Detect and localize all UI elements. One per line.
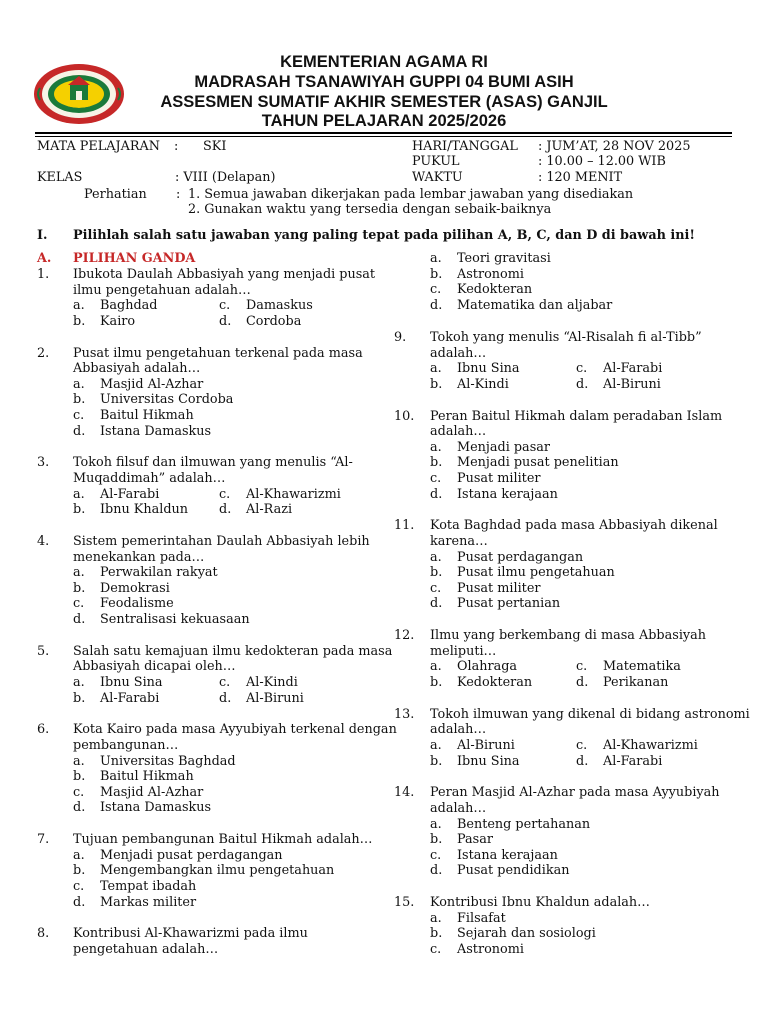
option-letter: c. — [576, 738, 588, 753]
question-number: 4. — [37, 534, 50, 549]
option-letter: b. — [73, 769, 86, 785]
question-text: meliputi… — [430, 643, 497, 659]
option-letter: a. — [430, 361, 442, 377]
option-letter: a. — [430, 910, 442, 926]
option-text: Al-Khawarizmi — [246, 486, 341, 502]
header-line-1: KEMENTERIAN AGAMA RI — [280, 53, 488, 71]
option-letter: c. — [219, 675, 231, 690]
question-text: Peran Baitul Hikmah dalam peradaban Islam — [430, 408, 723, 424]
option-letter: c. — [219, 298, 231, 314]
option-letter: a. — [73, 486, 85, 502]
option-letter: b. — [430, 675, 443, 690]
question-text: pengetahuan adalah… — [73, 942, 219, 957]
option-letter: c. — [430, 471, 442, 486]
header-line-3: ASSESMEN SUMATIF AKHIR SEMESTER (ASAS) GANJIL — [160, 93, 608, 111]
subsection-title: PILIHAN GANDA — [73, 251, 196, 266]
option-text: Markas militer — [100, 894, 197, 910]
duration-value: : 120 MENIT — [538, 170, 623, 185]
day-label: HARI/TANGGAL — [412, 139, 518, 154]
question-number: 9. — [394, 330, 407, 345]
option-letter: d. — [430, 297, 443, 313]
option-letter: d. — [73, 894, 86, 910]
question-number: 11. — [394, 518, 415, 534]
subject-label: MATA PELAJARAN — [37, 139, 160, 154]
option-text: Istana Damaskus — [100, 800, 212, 816]
option-letter: c. — [73, 879, 85, 894]
option-text: Menjadi pusat penelitian — [457, 455, 619, 471]
option-text: Al-Biruni — [246, 690, 304, 706]
option-letter: c. — [430, 942, 442, 957]
option-text: Al-Farabi — [603, 753, 663, 769]
option-text: Feodalisme — [100, 596, 174, 612]
option-text: Ibnu Khaldun — [100, 502, 188, 518]
question-number: 3. — [37, 455, 50, 471]
option-text: Tempat ibadah — [100, 879, 197, 894]
option-text: Baghdad — [100, 298, 158, 314]
question-number: 8. — [37, 926, 50, 942]
option-text: Al-Farabi — [100, 690, 160, 706]
option-letter: c. — [73, 596, 85, 612]
option-letter: a. — [73, 298, 85, 314]
question-number: 12. — [394, 628, 415, 644]
option-letter: b. — [73, 502, 86, 518]
question-text: Ilmu yang berkembang di masa Abbasiyah — [430, 628, 707, 644]
question-text: Kota Kairo pada masa Ayyubiyah terkenal dengan — [73, 722, 397, 738]
option-text: Pusat ilmu pengetahuan — [457, 565, 615, 581]
option-letter: d. — [73, 612, 86, 627]
option-text: Demokrasi — [100, 580, 170, 596]
notice-label: Perhatian — [84, 187, 147, 202]
option-text: Pusat pertanian — [457, 596, 561, 612]
option-text: Al-Biruni — [457, 738, 515, 753]
question-text: Tokoh yang menulis “Al-Risalah fi al-Tibb” — [430, 330, 702, 345]
option-letter: c. — [430, 847, 442, 863]
option-text: Al-Farabi — [100, 486, 160, 502]
time-value: : 10.00 – 12.00 WIB — [538, 154, 666, 169]
option-text: Ibnu Sina — [457, 753, 520, 769]
option-text: Sejarah dan sosiologi — [457, 926, 596, 942]
option-text: Kairo — [100, 313, 136, 329]
class-label: KELAS — [37, 170, 83, 185]
option-text: Pusat perdagangan — [457, 549, 584, 565]
option-text: Damaskus — [246, 298, 313, 314]
option-letter: c. — [430, 282, 442, 298]
question-text: Abbasiyah dicapai oleh… — [73, 659, 236, 675]
option-text: Pusat pendidikan — [457, 863, 570, 879]
question-number: 7. — [37, 832, 50, 848]
question-text: Abbasiyah adalah… — [73, 361, 201, 377]
question-text: ilmu pengetahuan adalah… — [73, 282, 251, 298]
question-number: 1. — [37, 267, 50, 282]
class-value: : VIII (Delapan) — [175, 170, 276, 185]
option-letter: c. — [430, 580, 442, 596]
question-text: Peran Masjid Al-Azhar pada masa Ayyubiyah — [430, 785, 720, 801]
option-text: Cordoba — [246, 313, 302, 329]
section-number: I. — [37, 228, 48, 243]
option-letter: a. — [430, 738, 442, 753]
question-text: Pusat ilmu pengetahuan terkenal pada masa — [73, 345, 363, 361]
option-letter: a. — [430, 816, 442, 832]
question-number: 6. — [37, 722, 50, 738]
option-text: Kedokteran — [457, 675, 533, 690]
option-text: Masjid Al-Azhar — [100, 784, 204, 800]
option-letter: a. — [73, 565, 85, 581]
question-number: 14. — [394, 785, 415, 801]
option-text: Baitul Hikmah — [100, 769, 194, 785]
option-letter: b. — [430, 376, 443, 392]
subsection-letter: A. — [37, 251, 52, 266]
option-text: Al-Kindi — [457, 376, 509, 392]
duration-label: WAKTU — [412, 170, 463, 185]
question-text: menekankan pada… — [73, 549, 205, 565]
question-number: 15. — [394, 895, 415, 911]
question-number: 13. — [394, 706, 415, 722]
option-letter: d. — [576, 675, 589, 690]
option-letter: d. — [219, 690, 232, 706]
option-text: Pusat militer — [457, 580, 541, 596]
option-letter: a. — [73, 675, 85, 690]
option-text: Matematika — [603, 659, 681, 675]
option-letter: c. — [219, 486, 231, 502]
option-letter: b. — [73, 690, 86, 706]
notice-item-1: 1. Semua jawaban dikerjakan pada lembar jawaban yang disediakan — [188, 187, 634, 202]
option-letter: b. — [430, 753, 443, 769]
question-text: Ibukota Daulah Abbasiyah yang menjadi pusat — [73, 267, 376, 282]
option-text: Al-Farabi — [603, 361, 663, 377]
option-letter: d. — [576, 753, 589, 769]
question-text: karena… — [430, 534, 488, 549]
option-letter: a. — [430, 659, 442, 675]
option-letter: a. — [430, 251, 442, 266]
option-text: Perwakilan rakyat — [100, 565, 218, 581]
option-text: Ibnu Sina — [457, 361, 520, 377]
school-emblem-icon — [32, 62, 126, 126]
option-text: Al-Razi — [246, 502, 293, 518]
option-letter: b. — [430, 455, 443, 471]
option-letter: a. — [430, 549, 442, 565]
notice-item-2: 2. Gunakan waktu yang tersedia dengan sebaik-baiknya — [188, 202, 552, 217]
option-letter: b. — [73, 863, 86, 879]
option-text: Kedokteran — [457, 282, 533, 298]
option-text: Universitas Cordoba — [100, 392, 234, 408]
header-rule-thin — [35, 136, 732, 137]
question-text: Tujuan pembangunan Baitul Hikmah adalah… — [73, 832, 373, 848]
option-text: Mengembangkan ilmu pengetahuan — [100, 863, 335, 879]
header-line-4: TAHUN PELAJARAN 2025/2026 — [261, 112, 507, 130]
option-letter: d. — [73, 423, 86, 439]
question-text: adalah… — [430, 345, 487, 361]
option-text: Istana kerajaan — [457, 847, 558, 863]
option-text: Filsafat — [457, 910, 506, 926]
option-text: Pasar — [457, 832, 493, 848]
option-letter: a. — [430, 439, 442, 455]
header-line-2: MADRASAH TSANAWIYAH GUPPI 04 BUMI ASIH — [194, 73, 574, 91]
option-letter: b. — [73, 392, 86, 408]
option-letter: b. — [430, 926, 443, 942]
option-letter: c. — [576, 361, 588, 377]
header-double-rule — [35, 132, 732, 134]
option-text: Matematika dan aljabar — [457, 297, 613, 313]
option-text: Astronomi — [457, 942, 524, 957]
option-letter: d. — [73, 800, 86, 816]
option-letter: d. — [430, 863, 443, 879]
question-text: Kota Baghdad pada masa Abbasiyah dikenal — [430, 518, 718, 534]
option-letter: b. — [430, 832, 443, 848]
option-text: Masjid Al-Azhar — [100, 376, 204, 392]
option-letter: c. — [576, 659, 588, 675]
option-text: Ibnu Sina — [100, 675, 163, 690]
option-text: Teori gravitasi — [457, 251, 551, 266]
option-letter: b. — [73, 313, 86, 329]
option-text: Baitul Hikmah — [100, 408, 194, 423]
question-text: pembangunan… — [73, 738, 179, 753]
option-letter: b. — [73, 580, 86, 596]
question-text: Tokoh filsuf dan ilmuwan yang menulis “Al- — [73, 455, 353, 471]
option-text: Benteng pertahanan — [457, 816, 591, 832]
option-text: Menjadi pusat perdagangan — [100, 847, 283, 863]
option-letter: d. — [219, 313, 232, 329]
option-text: Istana Damaskus — [100, 423, 212, 439]
option-text: Istana kerajaan — [457, 486, 558, 502]
option-text: Olahraga — [457, 659, 518, 675]
option-letter: d. — [219, 502, 232, 518]
question-text: adalah… — [430, 424, 487, 440]
option-text: Universitas Baghdad — [100, 753, 236, 769]
option-letter: b. — [430, 266, 443, 282]
option-text: Al-Kindi — [246, 675, 298, 690]
day-value: : JUM’AT, 28 NOV 2025 — [538, 139, 691, 154]
option-text: Astronomi — [457, 266, 524, 282]
question-number: 5. — [37, 643, 50, 659]
notice-separator: : — [176, 187, 181, 202]
option-text: Menjadi pasar — [457, 439, 551, 455]
question-text: Kontribusi Ibnu Khaldun adalah… — [430, 895, 650, 911]
question-number: 2. — [37, 345, 50, 361]
option-letter: c. — [73, 784, 85, 800]
question-text: adalah… — [430, 722, 487, 738]
option-letter: a. — [73, 376, 85, 392]
option-letter: a. — [73, 753, 85, 769]
subject-value: SKI — [203, 139, 227, 154]
question-text: Sistem pemerintahan Daulah Abbasiyah lebih — [73, 534, 370, 549]
question-text: Kontribusi Al-Khawarizmi pada ilmu — [73, 926, 308, 942]
time-label: PUKUL — [412, 154, 460, 169]
section-instruction: Pilihlah salah satu jawaban yang paling tepat pada pilihan A, B, C, dan D di bawah ini! — [73, 228, 696, 243]
option-text: Al-Biruni — [603, 376, 661, 392]
option-letter: d. — [576, 376, 589, 392]
question-text: Tokoh ilmuwan yang dikenal di bidang astronomi — [430, 706, 750, 722]
option-text: Sentralisasi kekuasaan — [100, 612, 250, 627]
option-letter: b. — [430, 565, 443, 581]
subject-separator: : — [174, 139, 179, 154]
question-text: Salah satu kemajuan ilmu kedokteran pada masa — [73, 643, 393, 659]
question-text: adalah… — [430, 801, 487, 816]
option-letter: d. — [430, 486, 443, 502]
option-letter: a. — [73, 847, 85, 863]
option-text: Perikanan — [603, 675, 669, 690]
question-number: 10. — [394, 408, 415, 424]
question-text: Muqaddimah” adalah… — [73, 471, 226, 486]
option-letter: c. — [73, 408, 85, 423]
option-text: Pusat militer — [457, 471, 541, 486]
option-letter: d. — [430, 596, 443, 612]
option-text: Al-Khawarizmi — [603, 738, 698, 753]
